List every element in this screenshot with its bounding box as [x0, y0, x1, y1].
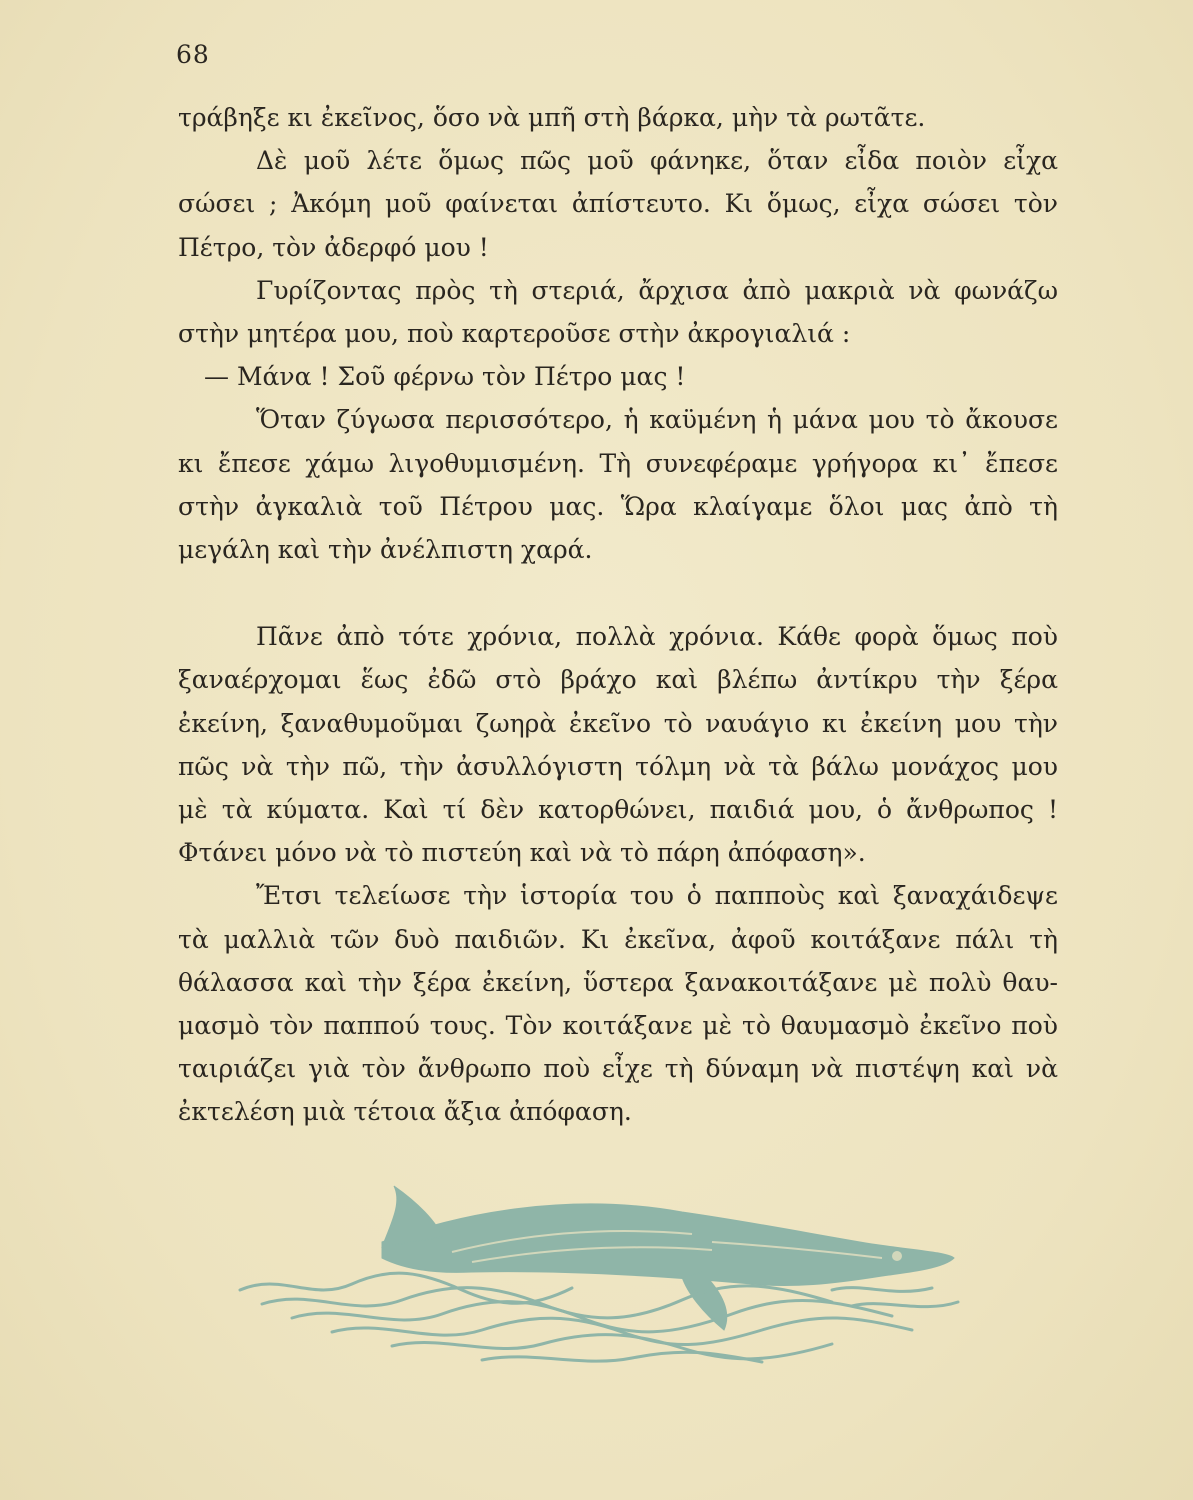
- text-line: στὴν μητέρα μου, ποὺ καρτεροῦσε στὴν ἀκρογιαλιά :: [178, 319, 851, 349]
- text-line: Πᾶνε ἀπὸ τότε χρόνια, πολλὰ χρόνια. Κάθε φορὰ ὅμως ποὺ: [256, 622, 1058, 652]
- section-break: [178, 571, 1058, 615]
- text-line: μὲ τὰ κύματα. Καὶ τί δὲν κατορθώνει, παιδιά μου, ὁ ἄνθρωπος !: [178, 795, 1058, 825]
- waves: [240, 1273, 958, 1362]
- text-line: ξαναέρχομαι ἕως ἐδῶ στὸ βράχο καὶ βλέπω ἀντίκρυ τὴν ξέρα: [178, 665, 1058, 695]
- text-line: κι ἔπεσε χάμω λιγοθυμισμένη. Τὴ συνεφέραμε γρήγορα κι᾽ ἔπεσε: [178, 448, 1058, 478]
- text-line: σώσει ; Ἀκόμη μοῦ φαίνεται ἀπίστευτο. Κι ὅμως, εἶχα σώσει τὸν: [178, 189, 1058, 219]
- text-line: Γυρίζοντας πρὸς τὴ στεριά, ἄρχισα ἀπὸ μακριὰ νὰ φωνάζω: [256, 275, 1058, 305]
- dolphin-fin: [382, 1186, 442, 1247]
- text-line: ἐκτελέση μιὰ τέτοια ἄξια ἀπόφαση.: [178, 1097, 632, 1127]
- text-line: μεγάλη καὶ τὴν ἀνέλπιστη χαρά.: [178, 535, 593, 565]
- dialogue-line: — Μάνα ! Σοῦ φέρνω τὸν Πέτρο μας !: [204, 362, 686, 392]
- text-line: ἐκείνη, ξαναθυμοῦμαι ζωηρὰ ἐκεῖνο τὸ ναυάγιο κι ἐκείνη μου τὴν: [178, 708, 1058, 738]
- text-line: τράβηξε κι ἐκεῖνος, ὅσο νὰ μπῆ στὴ βάρκα, μὴν τὰ ρωτᾶτε.: [178, 103, 926, 132]
- text-line: τὰ μαλλιὰ τῶν δυὸ παιδιῶν. Κι ἐκεῖνα, ἀφοῦ κοιτάξανε πάλι τὴ: [178, 924, 1058, 954]
- dolphin-illustration: [232, 1172, 970, 1372]
- text-line: ταιριάζει γιὰ τὸν ἄνθρωπο ποὺ εἶχε τὴ δύναμη νὰ πιστέψη καὶ νὰ: [178, 1054, 1058, 1084]
- page-number: 68: [176, 40, 210, 69]
- text-line: θάλασσα καὶ τὴν ξέρα ἐκείνη, ὕστερα ξανακοιτάξανε μὲ πολὺ θαυ-: [178, 967, 1058, 997]
- text-line: Φτάνει μόνο νὰ τὸ πιστεύη καὶ νὰ τὸ πάρη ἀπόφαση».: [178, 838, 866, 868]
- text-line: Πέτρο, τὸν ἀδερφό μου !: [178, 232, 489, 262]
- text-line: Ὅταν ζύγωσα περισσότερο, ἡ καϋμένη ἡ μάνα μου τὸ ἄκουσε: [256, 405, 1058, 435]
- text-line: πῶς νὰ τὴν πῶ, τὴν ἀσυλλόγιστη τόλμη νὰ τὰ βάλω μονάχος μου: [178, 751, 1058, 781]
- text-line: Δὲ μοῦ λέτε ὅμως πῶς μοῦ φάνηκε, ὅταν εἶδα ποιὸν εἶχα: [256, 146, 1058, 176]
- text-line: στὴν ἀγκαλιὰ τοῦ Πέτρου μας. Ὥρα κλαίγαμε ὅλοι μας ἀπὸ τὴ: [178, 491, 1058, 521]
- dolphin-body: [382, 1204, 954, 1286]
- text-line: Ἔτσι τελείωσε τὴν ἱστορία του ὁ παπποὺς καὶ ξαναχάιδεψε: [256, 881, 1058, 911]
- body-text: [178, 96, 1058, 1134]
- text-line: μασμὸ τὸν παππού τους. Τὸν κοιτάξανε μὲ τὸ θαυμασμὸ ἐκεῖνο ποὺ: [178, 1011, 1058, 1041]
